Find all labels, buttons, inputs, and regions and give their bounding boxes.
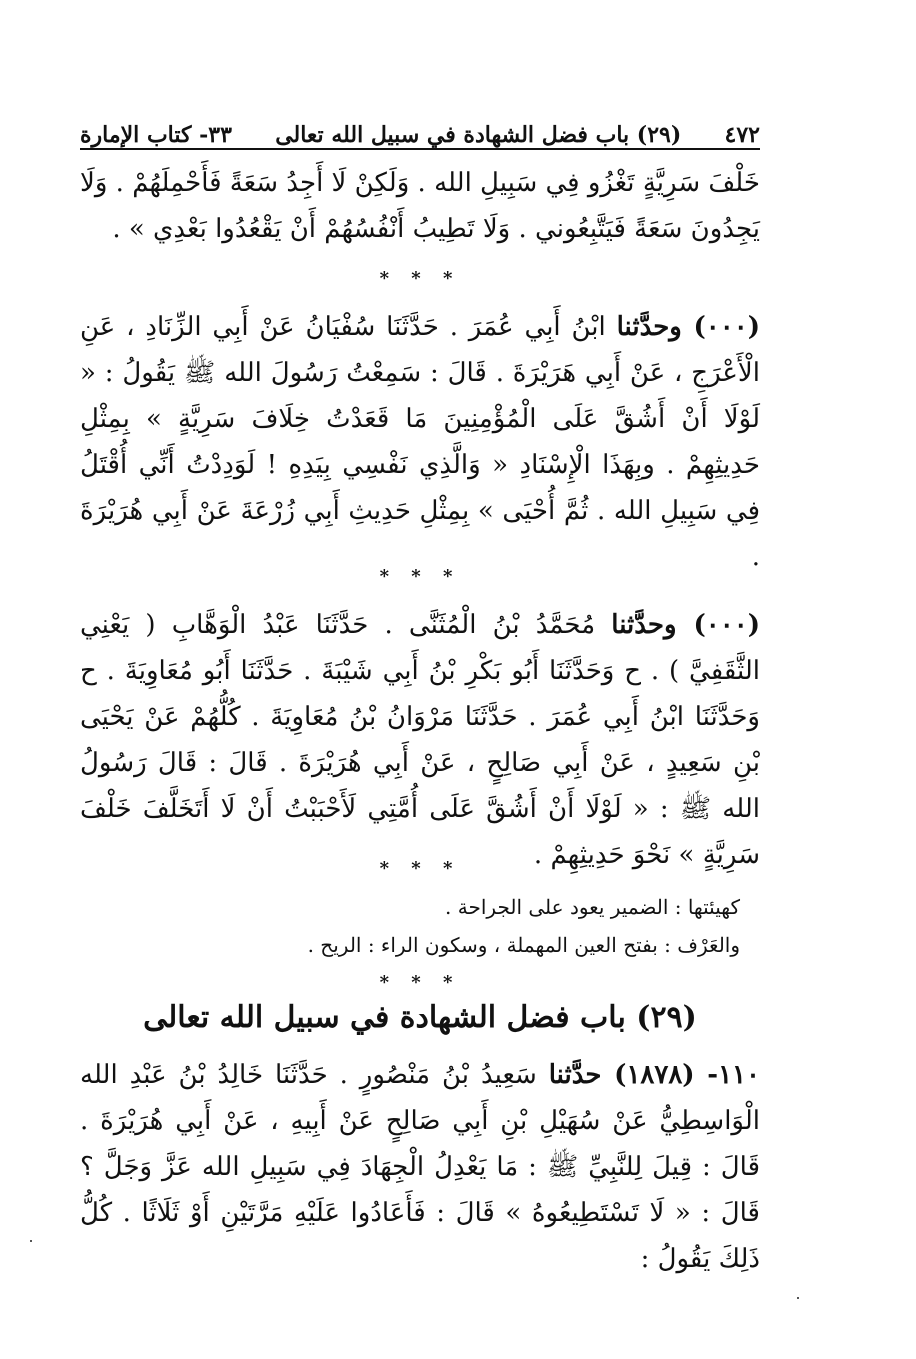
footnotes	[80, 888, 740, 964]
chapter-heading: (٢٩) باب فضل الشهادة في سبيل الله تعالى	[143, 1000, 697, 1035]
continuation-paragraph: خَلْفَ سَرِيَّةٍ تَغْزُو فِي سَبِيلِ الله . وَلَكِنْ لَا أَجِدُ سَعَةً فَأَحْمِلَهُمْ . وَلَا يَجِدُونَ سَعَةً فَيَتَّبِعُوني . وَلَا تَطِيبُ أَنْفُسُهُمْ أَنْ يَقْعُدُوا بَعْدِي » .	[80, 168, 760, 244]
footnote: كهيئتها : الضمير يعود على الجراحة .	[445, 895, 740, 919]
scan-speck	[30, 1240, 32, 1242]
hadith-paragraph-1	[80, 304, 760, 580]
separator-stars: * * *	[379, 268, 461, 289]
hadith-paragraph-2	[80, 602, 760, 878]
running-header	[80, 108, 760, 148]
hadith-lead: (٠٠٠) وحدَّثنا	[616, 312, 760, 342]
running-book-title: ٣٣- كتاب الإمارة	[80, 122, 232, 148]
header-rule	[80, 148, 760, 150]
page-number: ٤٧٢	[724, 122, 760, 148]
separator-stars: * * *	[379, 566, 461, 587]
hadith-lead: ١١٠- (١٨٧٨) حدَّثنا	[548, 1060, 760, 1090]
hadith-paragraph-3	[80, 1052, 760, 1282]
footnote: والعَرْف : بفتح العين المهملة ، وسكون الراء : الريح .	[307, 933, 740, 957]
scan-speck	[797, 1297, 799, 1299]
running-chapter-title: (٢٩) باب فضل الشهادة في سبيل الله تعالى	[275, 122, 682, 148]
separator-stars: * * *	[379, 858, 461, 879]
separator-stars: * * *	[379, 972, 461, 993]
hadith-text: مُحَمَّدُ بْنُ الْمُثَنَّى . حَدَّثَنَا عَبْدُ الْوَهَّابِ ( يَعْنِي الثَّقَفِيَّ ) . ح وَحَدَّثَنَا أَبُو بَكْرِ بْنُ أَبِي شَيْبَةَ . حَدَّثَنَا أَبُو مُعَاوِيَةَ . ح وَحَدَّثَنَا ابْنُ أَبِي عُمَرَ . حَدَّثَنَا مَرْوَانُ بْنُ مُعَاوِيَةَ . كُلُّهُمْ عَنْ يَحْيَى بْنِ سَعِيدٍ ، عَنْ أَبِي صَالِحٍ ، عَنْ أَبِي هُرَيْرَةَ . قَالَ : قَالَ رَسُولُ الله ﷺ : « لَوْلَا أَنْ أَشُقَّ عَلَى أُمَّتِي لَأَحْبَبْتُ أَنْ لَا أَتَخَلَّفَ خَلْفَ سَرِيَّةٍ » نَحْوَ حَدِيثِهِمْ .	[80, 610, 760, 870]
hadith-text: سَعِيدُ بْنُ مَنْصُورٍ . حَدَّثَنَا خَالِدُ بْنُ عَبْدِ الله الْوَاسِطِيُّ عَنْ سُهَيْلِ بْنِ أَبِي صَالِحٍ عَنْ أَبِيهِ ، عَنْ أَبِي هُرَيْرَةَ . قَالَ : قِيلَ لِلنَّبِيِّ ﷺ : مَا يَعْدِلُ الْجِهَادَ فِي سَبِيلِ الله عَزَّ وَجَلَّ ؟ قَالَ : « لَا تَسْتَطِيعُوهُ » قَالَ : فَأَعَادُوا عَلَيْهِ مَرَّتَيْنِ أَوْ ثَلَاثًا . كُلُّ ذَلِكَ يَقُولُ :	[80, 1060, 760, 1274]
hadith-text: ابْنُ أَبِي عُمَرَ . حَدَّثَنَا سُفْيَانُ عَنْ أَبِي الزِّنَادِ ، عَنِ الْأَعْرَجِ ، عَنْ أَبِي هَرَيْرَةَ . قَالَ : سَمِعْتُ رَسُولَ الله ﷺ يَقُولُ : « لَوْلَا أَنْ أَشُقَّ عَلَى الْمُؤْمِنِينَ مَا قَعَدْتُ خِلَافَ سَرِيَّةٍ » بِمِثْلِ حَدِيثِهِمْ . وبِهَذَا الْإِسْنَادِ « وَالَّذِي نَفْسِي بِيَدِهِ ! لَوَدِدْتُ أَنِّي أُقْتَلُ فِي سَبِيلِ الله . ثُمَّ أُحْيَى » بِمِثْلِ حَدِيثِ أَبِي زُرْعَةَ عَنْ أَبِي هُرَيْرَةَ .	[80, 312, 760, 572]
hadith-lead: (٠٠٠) وحدَّثنا	[611, 610, 760, 640]
